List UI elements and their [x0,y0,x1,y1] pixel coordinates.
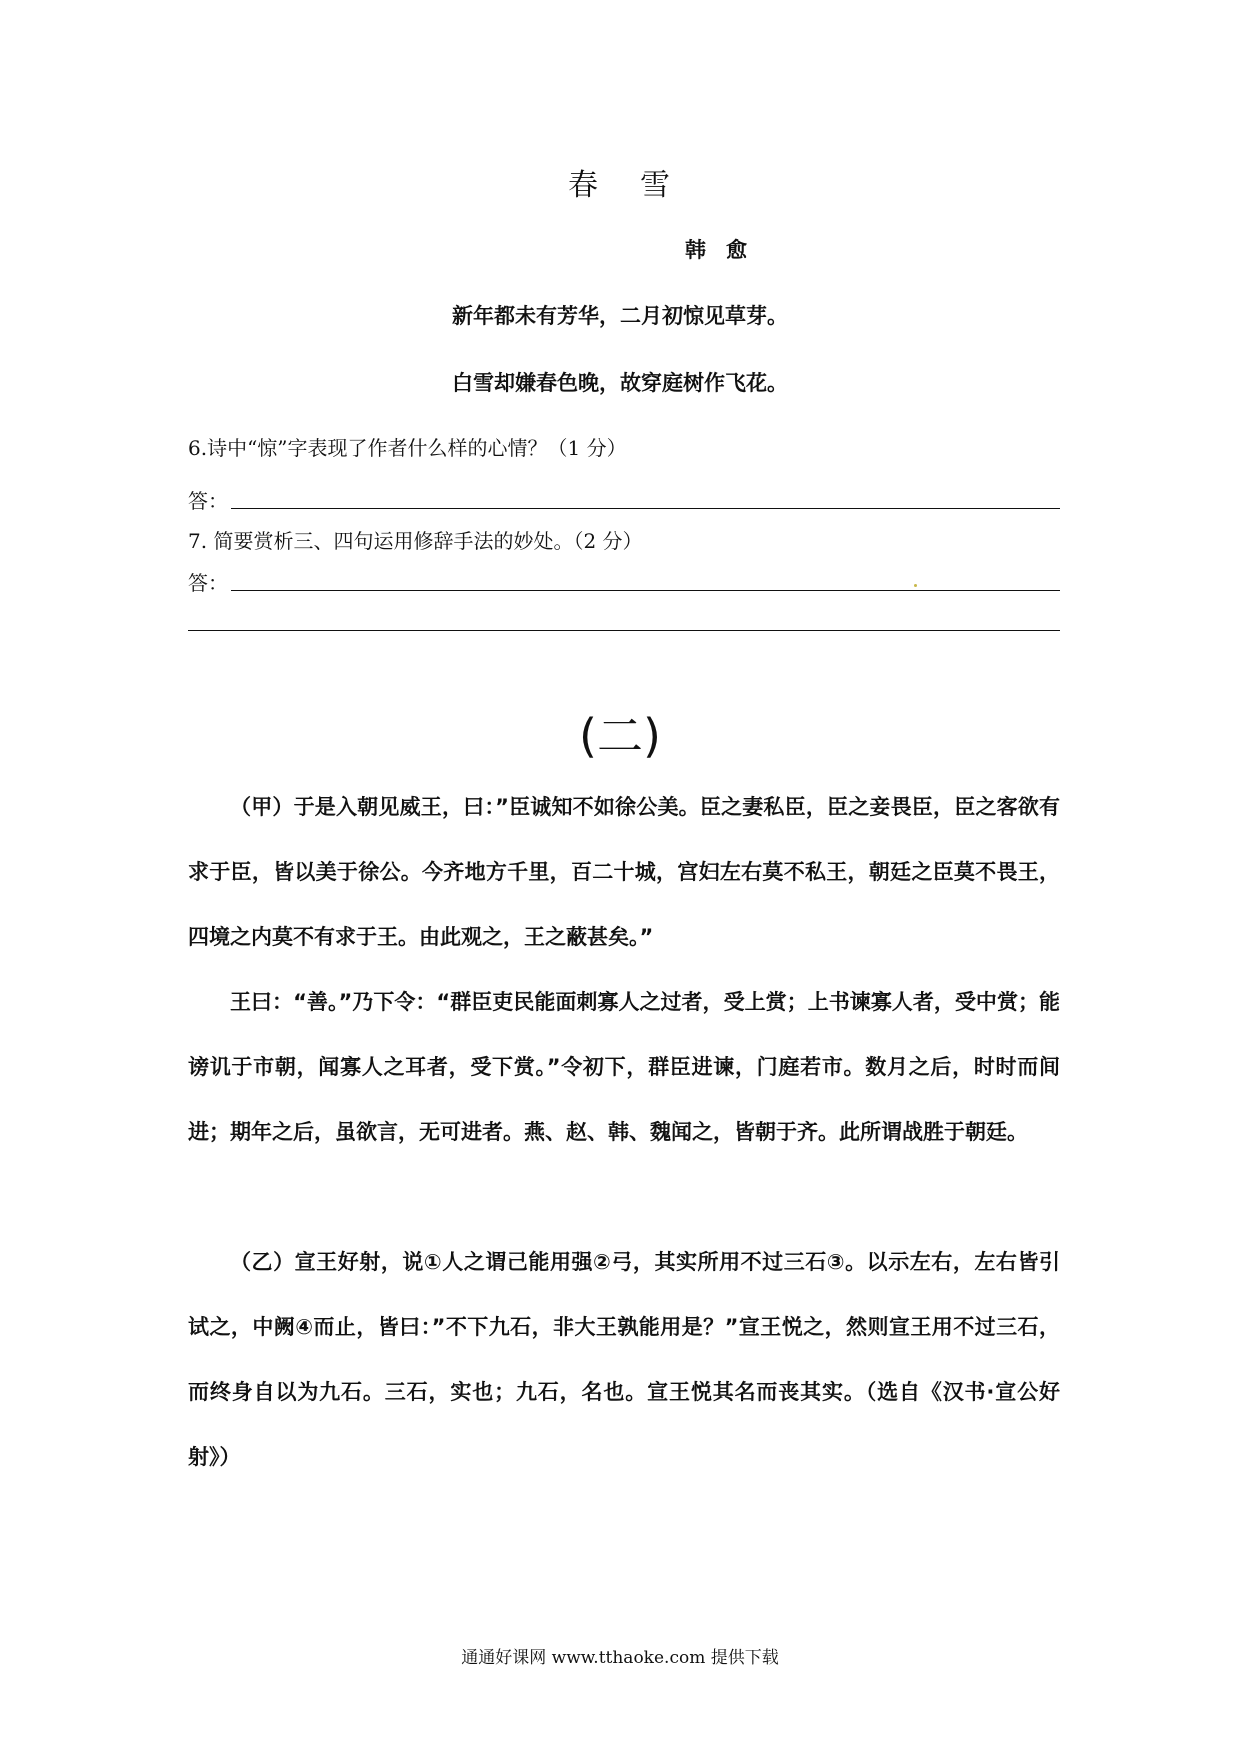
passage-jia-continued [188,970,1060,1165]
poem-title-char-2: 雪 [640,168,672,203]
passage-yi-text: 宣王好射，说①人之谓己能用强②弓，其实所用不过三石③。以示左右，左右皆引试之，中阙④而止，皆曰：”不下九石，非大王孰能用是？”宣王悦之，然则宣王用不过三石，而终身自以为九石。三石，实也；九石，名也。宣王悦其名而丧其实。（选自《汉书·宣公好射》） [188,1250,1061,1469]
passage-jia-tag: （甲） [230,795,294,819]
author-char-1: 韩 [685,238,706,262]
passage-yi-tag: （乙） [230,1250,295,1274]
poem-title-char-1: 春 [568,168,600,203]
answer-label-7: 答： [188,571,228,595]
passage-jia [188,775,1060,970]
poem-author [685,234,747,264]
poem-title [0,160,1240,204]
question-6: 6.诗中“惊”字表现了作者什么样的心情？（1 分） [188,436,627,460]
answer-line-6[interactable] [231,508,1060,509]
poem-line-1: 新年都未有芳华，二月初惊见草芽。 [452,304,788,328]
passage-jia-text: 于是入朝见威王，曰：”臣诚知不如徐公美。臣之妻私臣，臣之妾畏臣，臣之客欲有求于臣，皆以美于徐公。今齐地方千里，百二十城，宫妇左右莫不私王，朝廷之臣莫不畏王，四境之内莫不有求于王。由此观之，王之蔽甚矣。” [188,795,1060,949]
question-7: 7. 简要赏析三、四句运用修辞手法的妙处。（2 分） [188,529,643,553]
answer-label-6: 答： [188,489,228,513]
answer-line-7a[interactable] [231,590,1060,591]
passage-jia-continued-text: 王曰：“善。”乃下令：“群臣吏民能面刺寡人之过者，受上赏；上书谏寡人者，受中赏；能谤讥于市朝，闻寡人之耳者，受下赏。”令初下，群臣进谏，门庭若市。数月之后，时时而间进；期年之后，虽欲言，无可进者。燕、赵、韩、魏闻之，皆朝于齐。此所谓战胜于朝廷。 [188,990,1060,1144]
passage-yi [188,1230,1060,1490]
footer-credit: 通通好课网 www.tthaoke.com 提供下载 [461,1648,779,1668]
author-char-2: 愈 [726,238,747,262]
speck [914,584,917,587]
section-heading: (二) [579,709,661,763]
poem-line-2: 白雪却嫌春色晚，故穿庭树作飞花。 [452,371,788,395]
answer-line-7b[interactable] [188,630,1060,631]
